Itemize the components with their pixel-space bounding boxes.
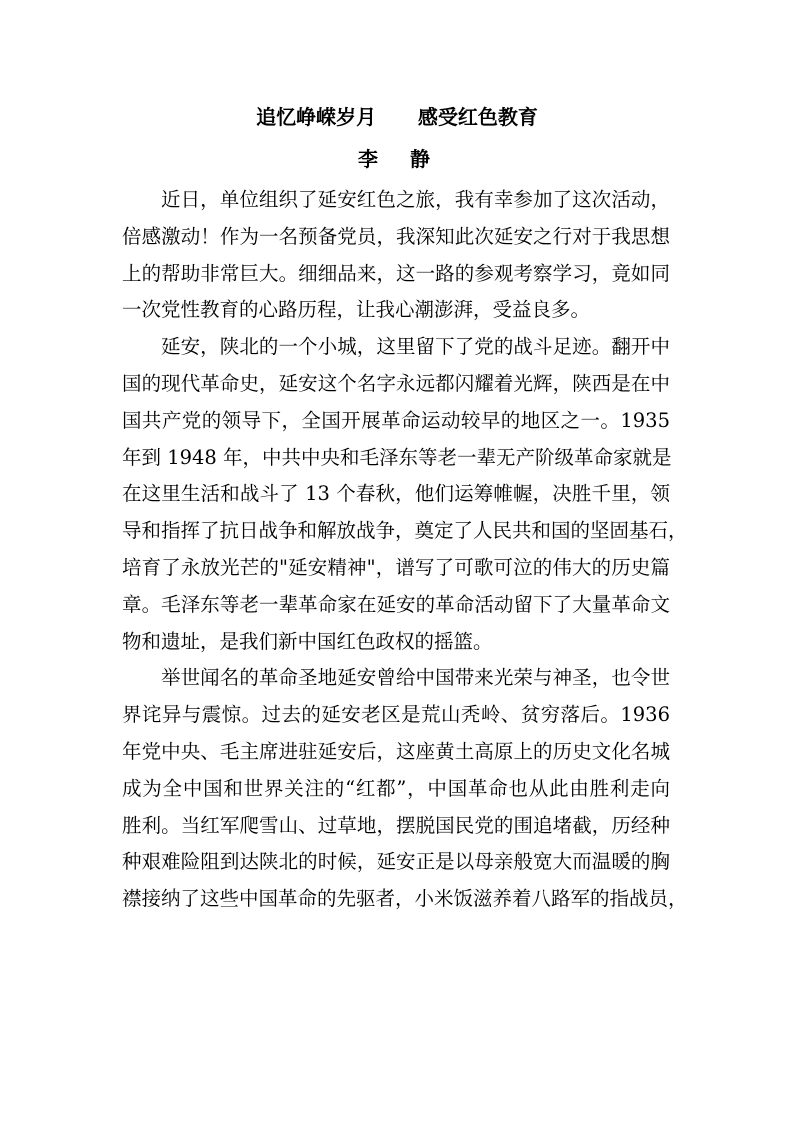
text-line: 国的现代革命史，延安这个名字永远都闪耀着光辉，陕西是在中 [122,371,670,395]
text-line: 界诧异与震惊。过去的延安老区是荒山秃岭、贫穷落后。1936 [122,703,670,727]
page-title: 追忆峥嵘岁月 感受红色教育 [256,105,538,129]
text-line: 成为全中国和世界关注的“红都”，中国革命也从此由胜利走向 [122,776,670,800]
text-line: 在这里生活和战斗了 13 个春秋，他们运筹帷幄，决胜千里，领 [122,482,670,506]
text-line: 种艰难险阻到达陕北的时候，延安正是以母亲般宽大而温暖的胸 [122,850,670,874]
text-line: 培育了永放光芒的"延安精神"，谱写了可歌可泣的伟大的历史篇 [122,555,670,579]
text-line: 国共产党的领导下，全国开展革命运动较早的地区之一。1935 [122,408,670,432]
text-line: 导和指挥了抗日战争和解放战争，奠定了人民共和国的坚固基石， [122,519,688,543]
text-line: 举世闻名的革命圣地延安曾给中国带来光荣与神圣，也令世 [161,666,670,690]
text-line: 年党中央、毛主席进驻延安后，这座黄土高原上的历史文化名城 [122,739,670,763]
author-name: 李 静 [358,147,436,171]
text-line: 上的帮助非常巨大。细细品来，这一路的参观考察学习，竟如同 [122,261,670,285]
text-line: 年到 1948 年，中共中央和毛泽东等老一辈无产阶级革命家就是 [122,445,672,469]
text-line: 物和遗址，是我们新中国红色政权的摇篮。 [122,629,493,653]
text-line: 胜利。当红军爬雪山、过草地，摆脱国民党的围追堵截，历经种 [122,813,670,837]
text-line: 襟接纳了这些中国革命的先驱者，小米饭滋养着八路军的指战员， [122,887,688,911]
text-line: 倍感激动！作为一名预备党员，我深知此次延安之行对于我思想 [122,224,670,248]
text-line: 一次党性教育的心路历程，让我心潮澎湃，受益良多。 [122,298,591,322]
text-line: 延安，陕北的一个小城，这里留下了党的战斗足迹。翻开中 [161,335,670,359]
article-body [122,182,688,918]
text-line: 章。毛泽东等老一辈革命家在延安的革命活动留下了大量革命文 [122,592,670,616]
text-line: 近日，单位组织了延安红色之旅，我有幸参加了这次活动， [161,188,670,211]
